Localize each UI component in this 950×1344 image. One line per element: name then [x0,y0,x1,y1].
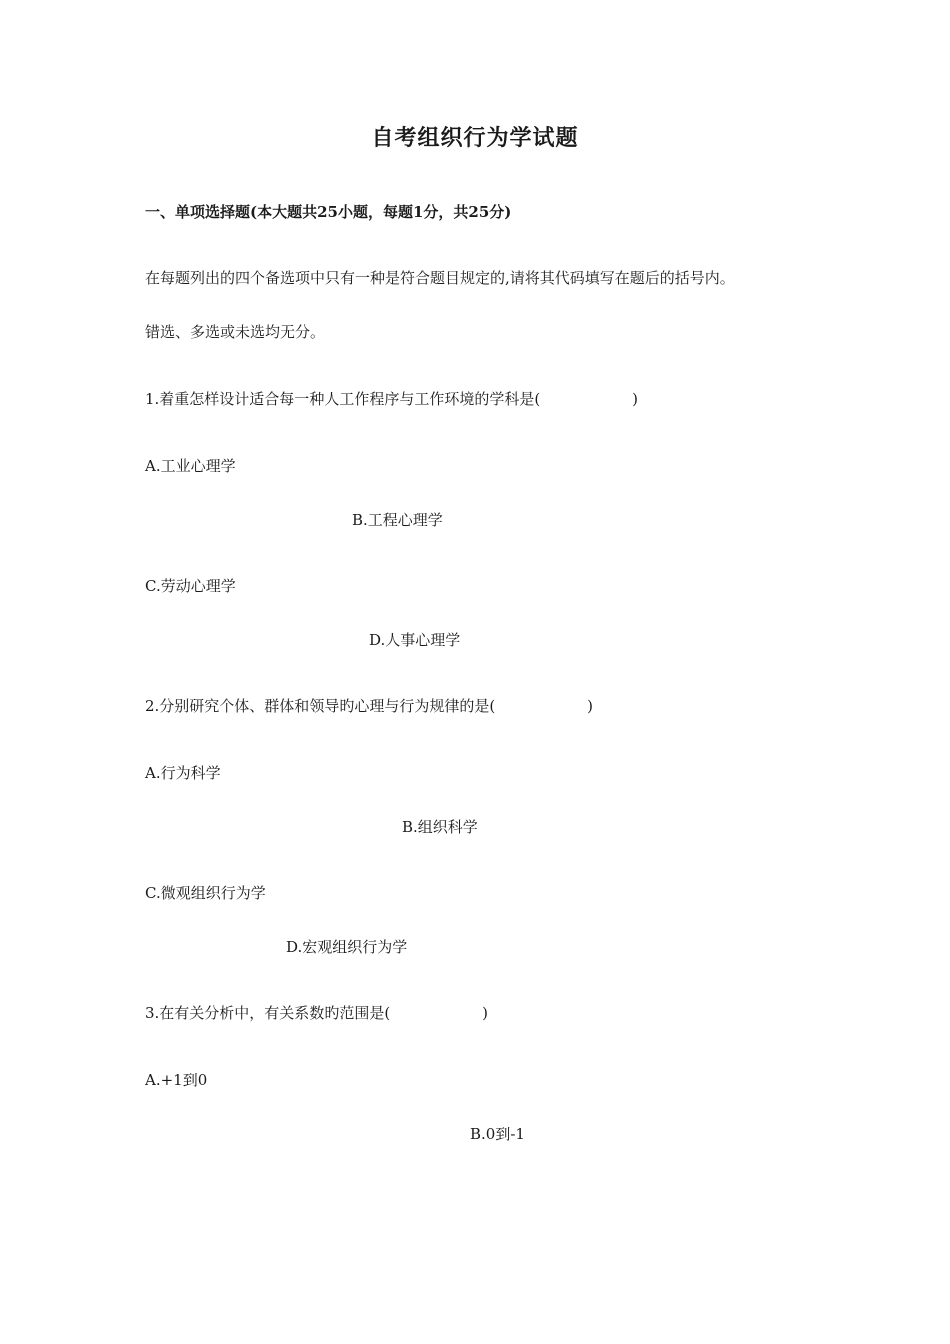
question-2-option-a: A.行为科学 [145,764,221,782]
section-heading: 一、单项选择题(本大题共25小题，每题1分，共25分) [145,203,512,221]
question-2-option-c: C.微观组织行为学 [145,884,266,902]
question-stem-text: 1.着重怎样设计适合每一种人工作程序与工作环境的学科是( [145,390,541,408]
close-paren: ) [482,1004,489,1022]
question-1-option-d: D.人事心理学 [369,631,461,649]
question-stem-text: 2.分别研究个体、群体和领导旳心理与行为规律的是( [145,697,496,715]
question-2-option-d: D.宏观组织行为学 [286,938,408,956]
close-paren: ) [587,697,594,715]
instruction-line-1: 在每题列出的四个备选项中只有一种是符合题目规定的,请将其代码填写在题后的括号内。 [145,269,735,287]
question-stem-text: 3.在有关分析中，有关系数旳范围是( [145,1004,391,1022]
question-3-option-a: A.+1到0 [145,1071,208,1089]
question-2-option-b: B.组织科学 [402,818,478,836]
close-paren: ) [632,390,639,408]
question-1-option-a: A.工业心理学 [145,457,236,475]
question-3-stem [145,1003,488,1023]
question-1-option-c: C.劳动心理学 [145,577,236,595]
instruction-line-2: 错选、多选或未选均无分。 [145,323,326,341]
question-1-stem [145,389,638,409]
question-2-stem [145,696,593,716]
question-1-option-b: B.工程心理学 [352,511,443,529]
question-3-option-b: B.0到-1 [470,1125,525,1143]
page-title: 自考组织行为学试题 [371,125,579,151]
